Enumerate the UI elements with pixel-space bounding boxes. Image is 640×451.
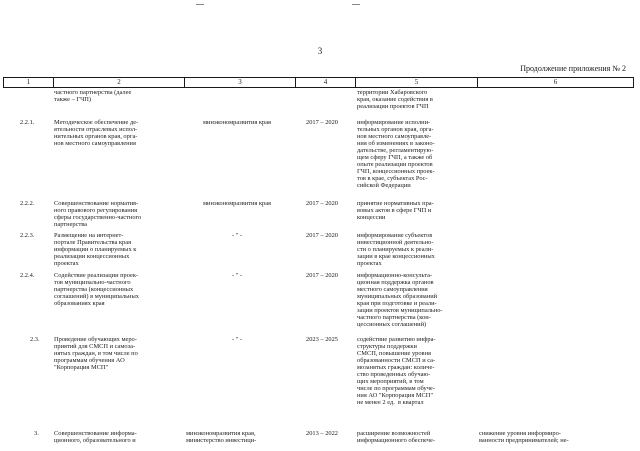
- column-header: 4: [296, 78, 356, 87]
- row-result: информирование субъектов инвестиционной деятельно- сти о планируемых к реали- зации в крае концессионных проектах: [357, 232, 435, 267]
- row-period: 2017 – 2020: [306, 272, 338, 279]
- row-period: 2017 – 2020: [306, 119, 338, 126]
- scan-mark: [196, 4, 204, 5]
- row-name: Размещение на интернет- портале Правительства края информации о планируемых к реализации концессионных проектах: [54, 232, 137, 267]
- row-result: расширение возможностей информационного обеспече-: [357, 430, 435, 444]
- row-executor: - " -: [231, 272, 243, 279]
- row-name: Методическое обеспечение де- ятельности отраслевых испол- нительных органов края, орга- нов местного самоуправления: [54, 119, 139, 147]
- row-number: 2.2.4.: [20, 272, 35, 279]
- appendix-continuation-label: Продолжение приложения № 2: [520, 64, 626, 73]
- row-indicator: снижение уровня информиро- ванности предпринимателей; не-: [479, 430, 569, 444]
- row-executor: - " -: [231, 232, 243, 239]
- row-executor: минэкономразвития края, министерство инвестици-: [186, 430, 257, 444]
- row-period: 2017 – 2020: [306, 200, 338, 207]
- row-number: 2.2.2.: [20, 200, 35, 207]
- row-executor: минэкономразвития края: [203, 119, 271, 126]
- column-header: 2: [54, 78, 185, 87]
- row-executor: минэкономразвития края: [203, 200, 271, 207]
- column-header: 1: [4, 78, 54, 87]
- row-name: Совершенствование информа- ционного, образовательного и: [54, 430, 137, 444]
- row-executor: - " -: [231, 336, 243, 343]
- column-header: 5: [356, 78, 478, 87]
- row-number: 2.2.3.: [20, 232, 35, 239]
- row-name: частного партнерства (далее также – ГЧП): [54, 89, 132, 103]
- row-result: принятие нормативных пра- вовых актов в сфере ГЧП и концессии: [357, 200, 434, 221]
- row-number: 3.: [34, 430, 39, 437]
- row-name: Проведение обучающих меро- приятий для СМСП и самоза- нятых граждан, в том числе по программам обучения АО "Корпорация МСП": [54, 336, 138, 371]
- row-period: 2013 – 2022: [306, 430, 338, 437]
- row-period: 2023 – 2025: [306, 336, 338, 343]
- scan-mark: [352, 4, 360, 5]
- row-name: Содействие реализации проек- тов муниципально-частного партнерства (концессионных соглашений) в муниципальных образованиях края: [54, 272, 139, 307]
- page-number: 3: [317, 46, 323, 56]
- table-header-row: [3, 77, 634, 88]
- row-name: Совершенствование норматив- ного правового регулирования сферы государственно-частного партнерства: [54, 200, 142, 228]
- row-number: 2.2.1.: [20, 119, 35, 126]
- row-result: содействие развитию инфра- структуры поддержки СМСП, повышение уровня образованности СМСП и са- мозанятых граждан: количе- ство проведенных обучаю- щих мероприятий, в том числе по программам обуче- ния АО "Корпорация МСП" не менее 2 ед. в квартал: [357, 336, 436, 406]
- row-result: информационно-консульта- ционная поддержка органов местного самоуправления муниципальных образований края при подготовке и реали- зации проектов муниципально- частного партнерства (кон- цессионных соглашений): [357, 272, 443, 328]
- row-number: 2.3.: [30, 336, 40, 343]
- row-result: информирование исполни- тельных органов края, орга- нов местного самоуправле- ния об изменениях в законо- дательстве, регламентирую- щем сферу ГЧП, а также об опыте реализации проектов ГЧП, концессионных проек- тов в крае, субъектах Рос- сийской Федерации: [357, 119, 435, 189]
- column-header: 6: [553, 78, 558, 86]
- row-period: 2017 – 2020: [306, 232, 338, 239]
- column-header: 3: [185, 78, 296, 87]
- row-result: территории Хабаровского края, оказание содействия в реализации проектов ГЧП: [357, 89, 433, 110]
